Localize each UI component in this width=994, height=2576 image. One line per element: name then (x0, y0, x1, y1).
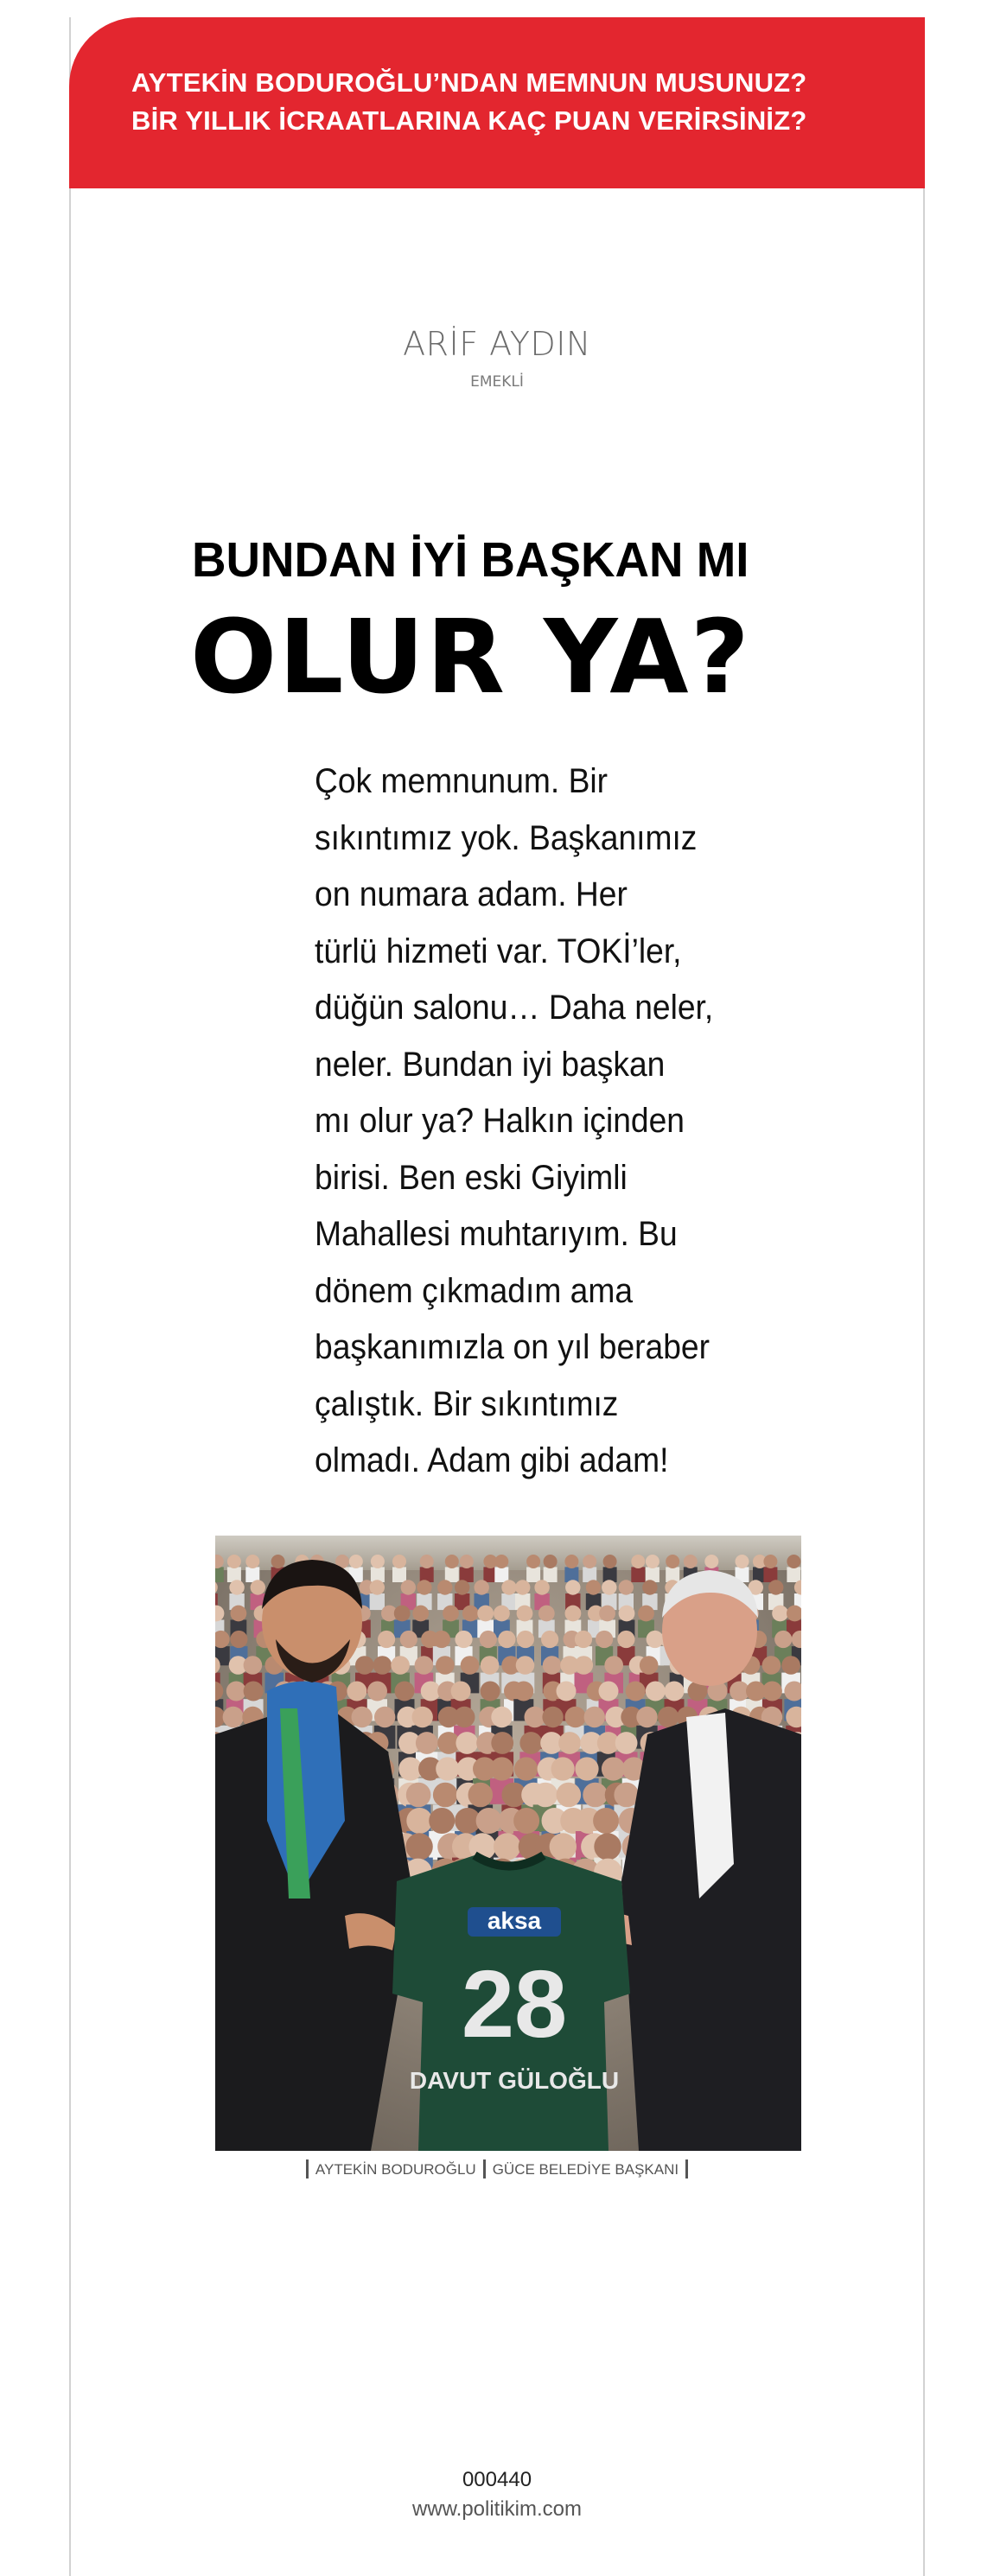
crowd-person-body (544, 1567, 558, 1582)
banner-question-line-1: AYTEKİN BODUROĞLU’NDAN MEMNUN MUSUNUZ? (131, 67, 807, 98)
headline-main: OLUR YA? (190, 597, 751, 716)
crowd-person-head (550, 1833, 577, 1860)
crowd-person-head (370, 1580, 385, 1594)
quote-line: sıkıntımız yok. Başkanımız (315, 818, 698, 857)
crowd-person-head (551, 1757, 575, 1780)
quote-line: olmadı. Adam gibi adam! (315, 1441, 669, 1479)
crowd-person-head (781, 1656, 800, 1675)
crowd-person-head (226, 1682, 246, 1701)
crowd-person-head (480, 1631, 497, 1648)
crowd-person-head (736, 1555, 749, 1568)
author-role: EMEKLİ (470, 373, 524, 391)
crowd-person-head (494, 1833, 520, 1860)
crowd-person-head (443, 1606, 459, 1622)
crowd-person-head (429, 1808, 455, 1834)
crowd-person-head (468, 1783, 494, 1808)
crowd-person-head (462, 1606, 479, 1622)
crowd-person-head (517, 1631, 534, 1648)
crowd-person-head (768, 1580, 783, 1594)
crowd-person-body (564, 1567, 578, 1582)
crowd-person-head (227, 1555, 241, 1568)
question-banner (69, 17, 925, 188)
crowd-person-head (494, 1606, 510, 1622)
caption-divider (685, 2159, 688, 2178)
crowd-person-head (406, 1783, 431, 1808)
crowd-person-head (481, 1656, 500, 1675)
crowd-person-body (445, 1567, 459, 1582)
crowd-person-head (405, 1833, 432, 1860)
crowd-person-head (481, 1682, 500, 1701)
crowd-person-head (347, 1682, 366, 1701)
crowd-person-body (526, 1567, 540, 1582)
green-jersey (392, 1855, 630, 2151)
crowd-person-head (349, 1555, 363, 1568)
crowd-person-head (615, 1732, 638, 1754)
crowd-person-head (565, 1580, 580, 1594)
crowd-person-head (445, 1555, 459, 1568)
crowd-person-head (373, 1656, 392, 1675)
crowd-person-head (519, 1732, 542, 1754)
crowd-person-head (599, 1606, 615, 1622)
caption-divider (483, 2159, 486, 2178)
quote-line: Çok memnunum. Bir (315, 762, 609, 800)
crowd-person-head (762, 1656, 781, 1675)
crowd-person-head (684, 1555, 698, 1568)
quote-line: neler. Bundan iyi başkan (315, 1045, 666, 1084)
crowd-person-head (378, 1631, 395, 1648)
crowd-person-head (271, 1555, 285, 1568)
crowd-person-head (420, 1555, 434, 1568)
crowd-person-head (602, 1580, 616, 1594)
author-name: ARİF AYDIN (403, 325, 591, 363)
crowd-person-head (593, 1808, 619, 1834)
crowd-person-head (395, 1682, 415, 1701)
crowd-person-head (557, 1682, 577, 1701)
crowd-person-head (355, 1656, 374, 1675)
crowd-person-head (245, 1555, 259, 1568)
crowd-person-head (525, 1707, 545, 1727)
crowd-person-head (541, 1631, 558, 1648)
quote-line: mı olur ya? Halkın içinden (315, 1102, 685, 1140)
crowd-person-head (400, 1631, 417, 1648)
quote-line: türlü hizmeti var. TOKİ’ler, (315, 932, 682, 970)
crowd-person-head (498, 1631, 515, 1648)
crowd-person-head (517, 1606, 533, 1622)
crowd-person-head (772, 1606, 788, 1622)
jersey-brand-text: aksa (487, 1907, 542, 1934)
crowd-person-head (631, 1555, 645, 1568)
crowd-person-body (370, 1593, 385, 1610)
quote-line: düğün salonu… Daha neler, (315, 989, 714, 1027)
crowd-person-head (526, 1555, 540, 1568)
crowd-person-head (244, 1682, 264, 1701)
crowd-person-head (415, 1656, 434, 1675)
crowd-person-body (215, 1567, 224, 1582)
crowd-person-head (456, 1732, 478, 1754)
crowd-person-head (455, 1631, 472, 1648)
crowd-person-head (638, 1606, 654, 1622)
crowd-person-head (231, 1606, 247, 1622)
page-code: 000440 (462, 2468, 532, 2491)
crowd-person-body (787, 1567, 800, 1582)
crowd-person-head (533, 1783, 558, 1808)
crowd-person-head (543, 1656, 562, 1675)
crowd-person-head (534, 1580, 549, 1594)
crowd-person-head (230, 1631, 247, 1648)
crowd-person-head (416, 1732, 438, 1754)
crowd-person-head (406, 1808, 432, 1834)
crowd-person-head (436, 1656, 455, 1675)
crowd-person-head (542, 1707, 563, 1727)
crowd-person-head (475, 1580, 489, 1594)
crowd-person-head (762, 1682, 782, 1701)
crowd-person-head (575, 1631, 592, 1648)
crowd-person-head (392, 1555, 406, 1568)
crowd-person-head (371, 1555, 385, 1568)
crowd-person-head (787, 1555, 800, 1568)
crowd-person-head (451, 1682, 471, 1701)
crowd-person-head (401, 1580, 416, 1594)
crowd-person-head (455, 1580, 469, 1594)
crowd-person-head (599, 1682, 619, 1701)
crowd-person-head (437, 1580, 452, 1594)
caption-divider (306, 2159, 309, 2178)
crowd-person-head (412, 1707, 433, 1727)
crowd-person-head (412, 1606, 429, 1622)
banner-question-line-2: BİR YILLIK İCRAATLARINA KAÇ PUAN VERİRSİNİZ? (131, 105, 807, 136)
quote-line: on numara adam. Her (315, 875, 628, 913)
crowd-person-head (614, 1783, 639, 1808)
crowd-person-head (619, 1580, 634, 1594)
caption-person-title: GÜCE BELEDİYE BAŞKANI (492, 2161, 679, 2178)
crowd-person-head (352, 1707, 373, 1727)
crowd-person-body (392, 1567, 406, 1582)
crowd-person-head (223, 1707, 244, 1727)
crowd-person-head (774, 1631, 792, 1648)
headline-kicker: BUNDAN İYİ BAŞKAN MI (192, 532, 749, 588)
event-photo (215, 1536, 801, 2151)
crowd-person-head (433, 1783, 458, 1808)
crowd-person-head (594, 1833, 621, 1860)
crowd-person-head (640, 1656, 659, 1675)
crowd-person-head (244, 1656, 263, 1675)
quote-line: çalıştık. Bir sıkıntımız (315, 1384, 619, 1423)
crowd-person-head (557, 1783, 582, 1808)
crowd-person-head (374, 1707, 395, 1727)
crowd-person-head (619, 1606, 635, 1622)
crowd-person-head (513, 1808, 539, 1834)
crowd-person-head (565, 1707, 586, 1727)
crowd-person-body (631, 1567, 645, 1582)
jersey-player-name: DAVUT GÜLOĞLU (409, 2067, 620, 2094)
crowd-person-body (494, 1567, 508, 1582)
crowd-person-head (454, 1707, 475, 1727)
crowd-person-head (491, 1732, 513, 1754)
crowd-person-head (494, 1555, 508, 1568)
crowd-person-head (575, 1757, 598, 1780)
crowd-person-body (420, 1567, 434, 1582)
crowd-person-head (491, 1707, 512, 1727)
quote-body (315, 754, 765, 1490)
quote-line: Mahallesi muhtarıyım. Bu (315, 1215, 678, 1253)
site-url-link[interactable]: www.politikim.com (411, 2497, 583, 2521)
crowd-person-head (391, 1656, 410, 1675)
crowd-person-head (586, 1580, 601, 1594)
crowd-person-head (433, 1631, 450, 1648)
crowd-person-head (501, 1580, 516, 1594)
crowd-person-head (367, 1682, 387, 1701)
crowd-person-head (636, 1707, 657, 1727)
crowd-person-head (565, 1606, 582, 1622)
crowd-person-head (477, 1606, 494, 1622)
crowd-person-head (646, 1682, 666, 1701)
crowd-person-head (394, 1606, 411, 1622)
crowd-person-head (763, 1555, 777, 1568)
crowd-person-body (646, 1567, 659, 1582)
crowd-person-head (603, 1555, 617, 1568)
crowd-person-head (583, 1783, 608, 1808)
photo-caption (0, 2158, 994, 2182)
jersey-number: 28 (461, 1951, 568, 2058)
crowd-person-head (564, 1555, 578, 1568)
crowd-person-head (558, 1732, 581, 1754)
crowd-person-head (596, 1631, 613, 1648)
crowd-person-head (476, 1808, 502, 1834)
crowd-person-body (583, 1567, 596, 1582)
crowd-person-head (666, 1555, 679, 1568)
crowd-person-head (646, 1555, 659, 1568)
crowd-person-head (515, 1580, 530, 1594)
crowd-person-head (538, 1606, 555, 1622)
crowd-person-head (490, 1757, 513, 1780)
crowd-person-body (227, 1567, 241, 1582)
crowd-person-head (617, 1631, 634, 1648)
crowd-person-head (461, 1656, 480, 1675)
crowd-person-head (514, 1757, 538, 1780)
crowd-person-head (436, 1757, 459, 1780)
crowd-person-head (460, 1555, 474, 1568)
crowd-person-head (513, 1682, 533, 1701)
crowd-person-head (583, 1555, 596, 1568)
crowd-person-head (602, 1757, 625, 1780)
crowd-person-head (584, 1707, 605, 1727)
crowd-person-head (575, 1656, 594, 1675)
quote-line: dönem çıkmadım ama (315, 1271, 634, 1310)
crowd-person-head (642, 1580, 657, 1594)
crowd-person-head (704, 1555, 718, 1568)
crowd-person-head (604, 1656, 623, 1675)
crowd-person-head (229, 1580, 244, 1594)
crowd-person-head (251, 1580, 265, 1594)
crowd-person-head (626, 1682, 646, 1701)
crowd-person-head (516, 1656, 535, 1675)
crowd-person-head (665, 1682, 685, 1701)
crowd-person-head (544, 1555, 558, 1568)
quote-line: birisi. Ben eski Giyimli (315, 1158, 628, 1197)
quote-line: başkanımızla on yıl beraber (315, 1328, 710, 1366)
crowd-person-head (658, 1707, 679, 1727)
crowd-person-head (417, 1580, 431, 1594)
caption-person-name: AYTEKİN BODUROĞLU (315, 2161, 476, 2178)
